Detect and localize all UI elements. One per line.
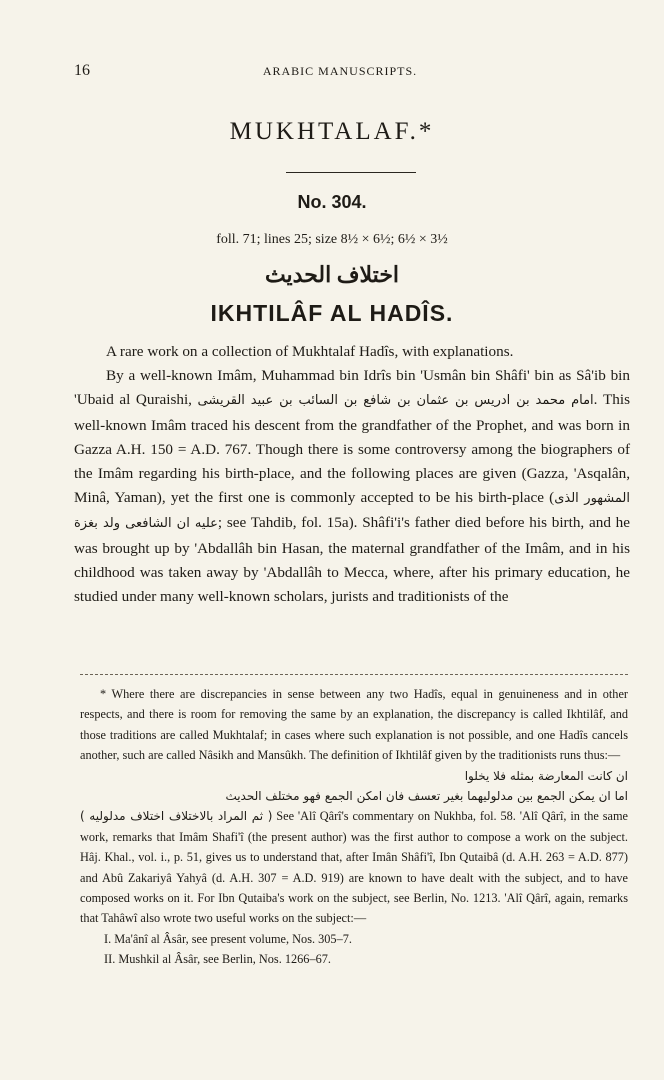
footnote-arabic-2: اما ان يمكن الجمع بين مدلوليهما بغير تعسف فان امكن الجمع فهو مختلف الحديث	[225, 789, 628, 804]
section-title: MUKHTALAF.*	[229, 118, 435, 145]
footnote	[80, 684, 628, 970]
page-header	[74, 62, 606, 82]
author-text-3: ; see Tahdib, fol. 15a). Shâfi'i's father died before his birth, and he was brought up by 'Abdallâh bin Hasan, the maternal grandfather of the Imâm, and in his childhood was taken away by 'Abdallâh to Mecca, where, after his primary education, he studied under many well-known scholars, jurists and traditionists of the	[74, 514, 631, 606]
footnote-arabic-1: ان كانت المعارضة بمثله فلا يخلوا	[464, 768, 628, 783]
manuscript-number: No. 304.	[297, 192, 367, 212]
paragraph-intro: A rare work on a collection of Mukhtalaf Hadîs, with explanations.	[106, 343, 514, 360]
footnote-rule	[80, 674, 628, 675]
arabic-author-name: امام محمد بن ادریس بن عثمان بن شافع بن السائب بن عبید القریشی	[197, 393, 594, 409]
footnote-paragraph-2	[80, 806, 628, 928]
list-item: I. Ma'ânî al Âsâr, see present volume, Nos. 305–7.	[104, 931, 352, 946]
arabic-title: اختلاف الحديث	[264, 262, 400, 287]
footnote-text-1: * Where there are discrepancies in sense between any two Hadîs, equal in genuineness and in other respects, and there is room for removing the same by an explanation, the discrepancy is called Ikhtilâf, and those traditions are called Mukhtalaf; in cases where such explanation is not possible, and one Hadîs cancels another, such are called Nâsikh and Mansûkh. The definition of Ikhtilâf given by the traditionists runs thus:—	[80, 687, 628, 763]
footnote-list	[80, 929, 628, 970]
work-title: IKHTILÂF AL HADÎS.	[210, 300, 454, 326]
paragraph-author	[74, 364, 630, 609]
running-head: ARABIC MANUSCRIPTS.	[262, 64, 418, 78]
title-rule	[286, 172, 416, 173]
author-text-2: . This well-known Imâm traced his descent from the grandfather of the Prophet, and was born in Gazza A.H. 150 = A.D. 767. Though there is some controversy among the biographers of the Imâm regarding his birth-place, and the following places are given (Gazza, 'Asqalân, Minâ, Yaman), yet the first one is commonly accepted to be his birth-place (	[74, 391, 631, 507]
footnote-arabic-3: ( ثم المراد بالاختلاف اختلاف مدلولیه )	[80, 809, 273, 824]
body-text	[74, 340, 630, 609]
footnote-text-2: See 'Alî Qârî's commentary on Nukhba, fol. 58. 'Alî Qârî, in the same work, remarks that Imâm Shafi'î (the present author) was the first author to compose a work on the subject. Hâj. Khal., vol. i., p. 51, gives us to understand that, after Imân Shâfi'î, Ibn Qutaibâ (d. A.H. 263 = A.D. 877) and Abû Zakariyâ Yahyâ (d. A.H. 307 = A.D. 919) are known to have dealt with the subject, and to have composed works on it. For Ibn Qutaiba's work on the subject, see Berlin, No. 1213. 'Alî Qârî, again, remarks that Tahâwî also wrote two useful works on the subject:—	[80, 809, 628, 926]
author-text-1: By a well-known Imâm, Muhammad bin Idrîs bin 'Usmân bin Shâfi' bin as Sâ'ib bin 'Ubaid al Quraishi,	[74, 367, 630, 409]
manuscript-size: foll. 71; lines 25; size 8½ × 6½; 6½ × 3½	[216, 232, 448, 247]
list-item: II. Mushkil al Âsâr, see Berlin, Nos. 1266–67.	[104, 952, 331, 967]
page-number: 16	[74, 62, 90, 79]
arabic-birthplace-quote: المشهور الذی علیه ان الشافعی ولد بغزة	[74, 491, 630, 532]
